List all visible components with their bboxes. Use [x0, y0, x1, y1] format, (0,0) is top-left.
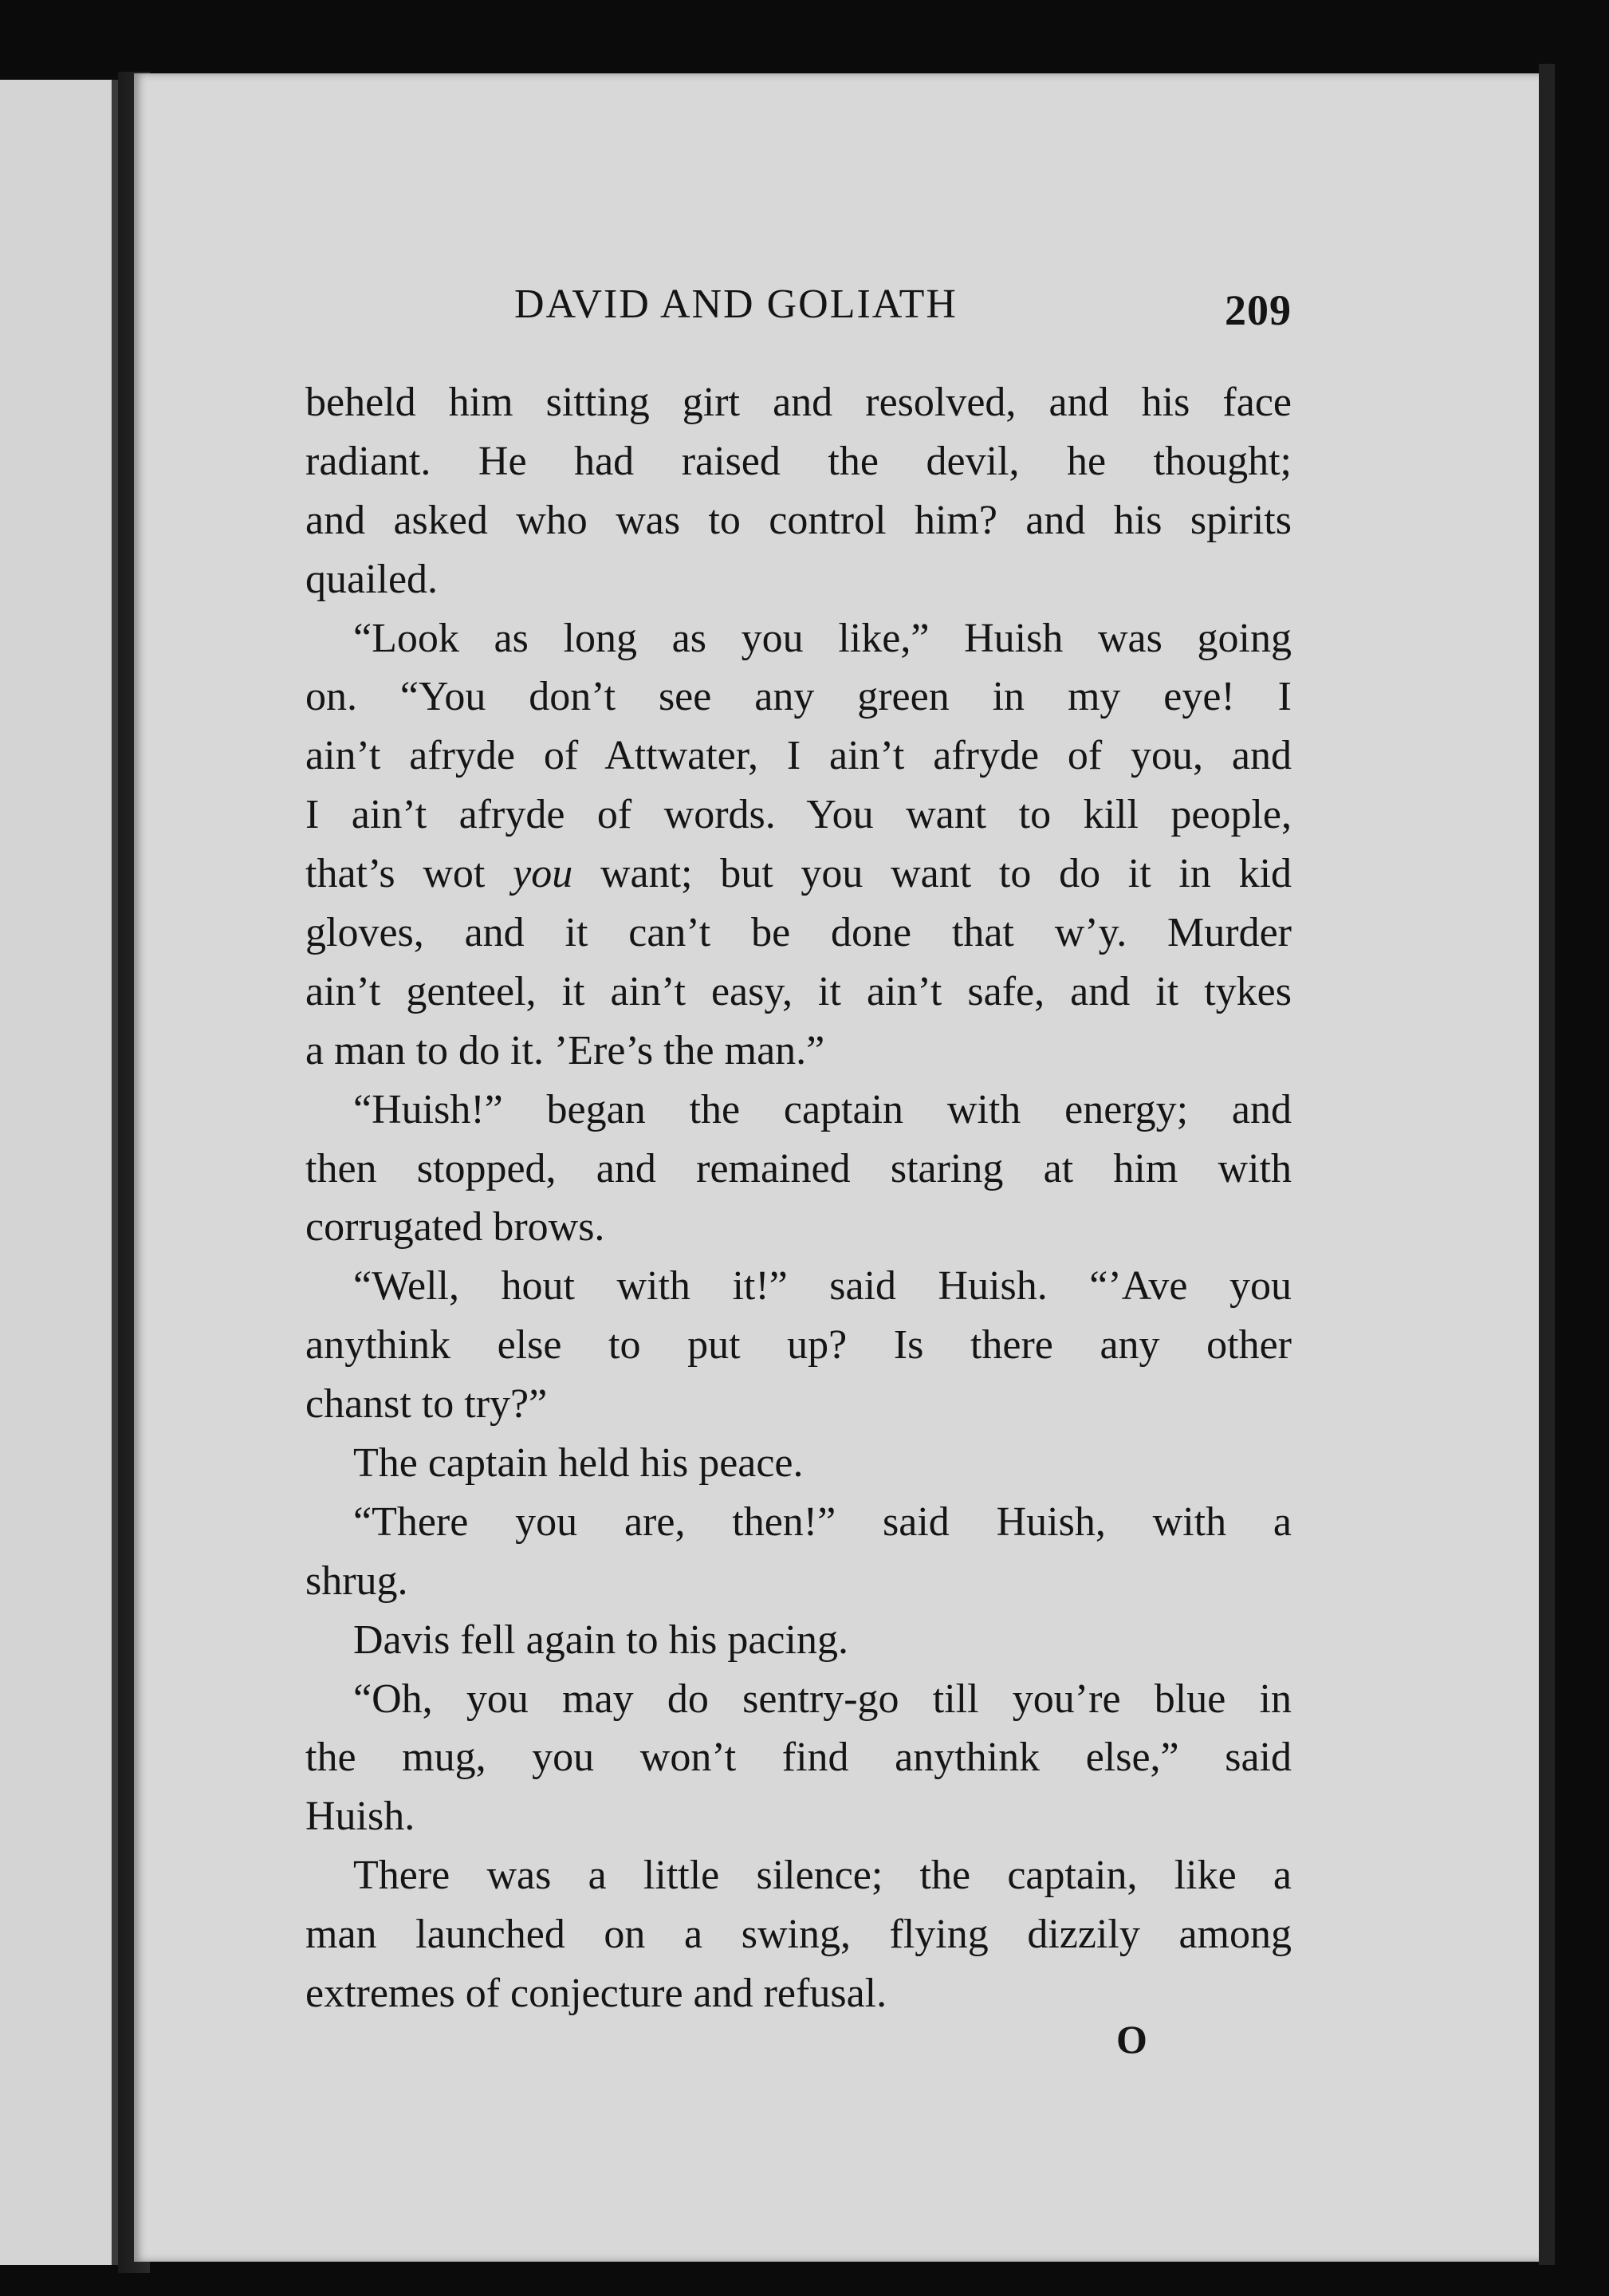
text-line: the mug, you won’t find anythink else,” said [305, 1735, 1292, 1781]
left-page-edge [0, 80, 118, 2265]
text-fragment: that’s wot [305, 851, 486, 897]
signature-mark: O [1116, 2017, 1147, 2062]
page-number: 209 [1225, 286, 1292, 334]
text-line: chanst to try?” [305, 1381, 548, 1428]
text-line: “Oh, you may do sentry-go till you’re blue in [353, 1676, 1292, 1722]
text-line: “Well, hout with it!” said Huish. “’Ave you [353, 1263, 1292, 1309]
running-title: DAVID AND GOLIATH [514, 282, 958, 327]
running-head [514, 281, 1292, 334]
text-line: “Huish!” began the captain with energy; and [353, 1086, 1292, 1132]
text-line: corrugated brows. [305, 1204, 605, 1250]
text-line: There was a little silence; the captain, like a [353, 1853, 1292, 1899]
text-line: The captain held his peace. [353, 1440, 804, 1487]
text-line: Davis fell again to his pacing. [353, 1617, 848, 1663]
text-line: ain’t afryde of Attwater, I ain’t afryde of you, and [305, 733, 1292, 779]
text-line: “There you are, then!” said Huish, with a [353, 1499, 1292, 1545]
text-line: “Look as long as you like,” Huish was going [353, 615, 1292, 661]
text-line [305, 845, 1292, 904]
text-line: quailed. [305, 556, 439, 602]
text-line: a man to do it. ’Ere’s the man.” [305, 1027, 825, 1073]
text-line: and asked who was to control him? and his spirits [305, 497, 1292, 543]
text-line: extremes of conjecture and refusal. [305, 1971, 887, 2017]
text-line: man launched on a swing, flying dizzily among [305, 1912, 1292, 1958]
text-fragment: want; but you want to do it in kid [600, 851, 1292, 897]
body-text [305, 373, 1292, 2023]
text-line: then stopped, and remained staring at him with [305, 1145, 1292, 1191]
text-line: gloves, and it can’t be done that w’y. Murder [305, 910, 1292, 956]
text-line: beheld him sitting girt and resolved, and his face [305, 380, 1292, 425]
text-line: ain’t genteel, it ain’t easy, it ain’t safe, and it tykes [305, 968, 1292, 1014]
text-line: Huish. [305, 1794, 415, 1840]
italic-word: you [513, 851, 573, 897]
text-line: radiant. He had raised the devil, he thought; [305, 438, 1292, 484]
page-right-shadow [1539, 64, 1555, 2265]
text-line: on. “You don’t see any green in my eye! I [305, 674, 1292, 720]
text-line: I ain’t afryde of words. You want to kill people, [305, 792, 1292, 838]
text-line: anythink else to put up? Is there any other [305, 1322, 1292, 1369]
left-page-shadow-line [112, 80, 118, 2265]
text-line: shrug. [305, 1558, 408, 1604]
